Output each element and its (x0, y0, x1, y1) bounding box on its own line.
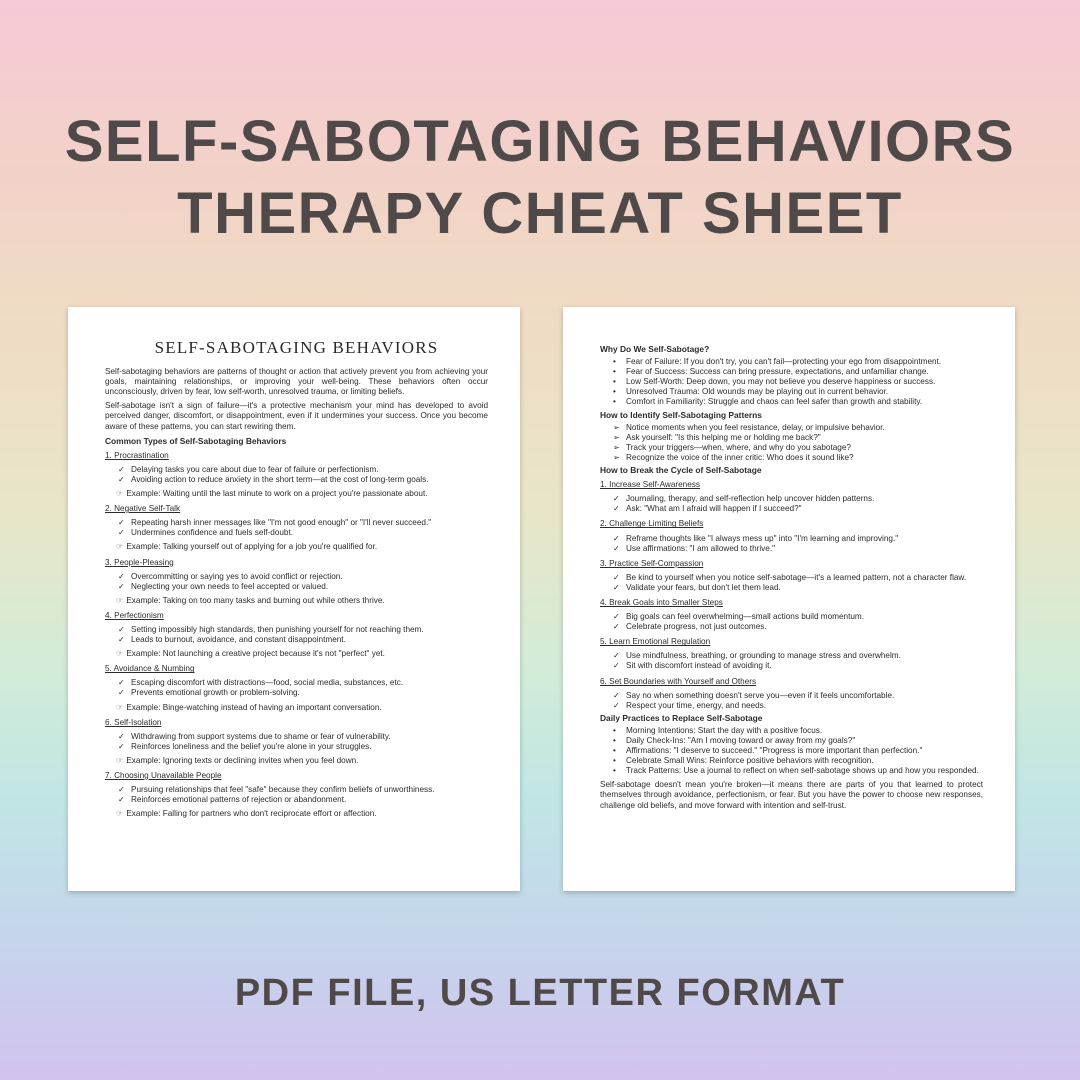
example-line (116, 703, 488, 713)
list-item-text: Pursuing relationships that feel "safe" because they confirm beliefs of unworthiness. (131, 785, 435, 795)
step-title: 6. Set Boundaries with Yourself and Others (600, 676, 757, 686)
pointing-hand-icon: ☞ (116, 595, 124, 605)
list-item (613, 583, 983, 593)
list-item-text: Setting impossibly high standards, then punishing yourself for not reaching them. (131, 624, 424, 634)
bullet-icon: • (613, 397, 616, 407)
check-icon: ✓ (118, 785, 125, 795)
arrow-icon: ➢ (613, 452, 620, 462)
list-item (613, 622, 983, 632)
list-item (613, 367, 983, 377)
list-item-text: Notice moments when you feel resistance, delay, or impulsive behavior. (626, 422, 885, 432)
list-item (613, 573, 983, 583)
category-items (105, 625, 488, 645)
check-icon: ✓ (118, 581, 125, 591)
list-item-text: Prevents emotional growth or problem-solving. (131, 688, 300, 698)
category-title: 4. Perfectionism (105, 610, 164, 620)
check-icon: ✓ (118, 528, 125, 538)
list-item-text: Daily Check-Ins: "Am I moving toward or away from my goals?" (626, 736, 856, 745)
list-item (118, 742, 488, 752)
list-item (613, 691, 983, 701)
check-icon: ✓ (613, 582, 620, 592)
list-item (613, 612, 983, 622)
conclusion-paragraph: Self-sabotage doesn't mean you're broken—it means there are parts of you that learned to protect themselves through avoidance, perfectionism, or fear. But you have the power to choose new responses, challenge old beliefs, and move forward with intention and self-trust. (600, 780, 983, 810)
list-item (118, 518, 488, 528)
list-item (118, 528, 488, 538)
step-items (600, 651, 983, 671)
identify-list (600, 423, 983, 463)
list-item (118, 795, 488, 805)
list-item-text: Escaping discomfort with distractions—food, social media, substances, etc. (131, 678, 404, 688)
check-icon: ✓ (613, 572, 620, 582)
check-icon: ✓ (613, 622, 620, 632)
bullet-icon: • (613, 766, 616, 776)
list-item (613, 443, 983, 453)
list-item-text: Validate your fears, but don't let them lead. (626, 582, 781, 592)
list-item (613, 766, 983, 776)
list-item (613, 756, 983, 766)
step-title: 2. Challenge Limiting Beliefs (600, 519, 704, 529)
list-item (613, 494, 983, 504)
right-document-page (563, 307, 1015, 891)
section-heading-break-cycle: How to Break the Cycle of Self-Sabotage (600, 465, 762, 476)
check-icon: ✓ (118, 795, 125, 805)
list-item-text: Affirmations: "I deserve to succeed." "Progress is more important than perfection." (626, 746, 923, 756)
list-item (613, 661, 983, 671)
example-line (116, 542, 488, 552)
bullet-icon: • (613, 387, 616, 397)
list-item (613, 544, 983, 554)
step-title: 3. Practice Self-Compassion (600, 558, 704, 568)
list-item-text: Ask yourself: "Is this helping me or holding me back?" (626, 432, 821, 442)
example-line (116, 649, 488, 659)
list-item (613, 746, 983, 756)
list-item-text: Reframe thoughts like "I always mess up" into "I'm learning and improving." (626, 533, 899, 543)
example-line (116, 489, 488, 499)
category-items (105, 572, 488, 592)
list-item-text: Delaying tasks you care about due to fear of failure or perfectionism. (131, 464, 379, 474)
list-item-text: Fear of Failure: If you don't try, you can't fail—protecting your ego from disappointment. (626, 357, 942, 367)
pointing-hand-icon: ☞ (116, 809, 124, 819)
list-item (613, 377, 983, 387)
check-icon: ✓ (613, 533, 620, 543)
intro-paragraph-1: Self-sabotaging behaviors are patterns of thought or action that actively prevent you from achieving your goals, maintaining relationships, or improving your well-being. These behaviors often occur unconsciously, driven by fear, low self-worth, unresolved trauma, or limiting beliefs. (105, 367, 488, 397)
list-item (118, 678, 488, 688)
check-icon: ✓ (118, 624, 125, 634)
list-item-text: Withdrawing from support systems due to shame or fear of vulnerability. (131, 731, 391, 741)
steps-list (600, 480, 983, 711)
check-icon: ✓ (613, 494, 620, 504)
example-text: Example: Taking on too many tasks and burning out while others thrive. (126, 595, 385, 605)
why-list (600, 357, 983, 407)
check-icon: ✓ (613, 700, 620, 710)
check-icon: ✓ (613, 690, 620, 700)
list-item-text: Use affirmations: "I am allowed to thrive." (626, 543, 776, 553)
pointing-hand-icon: ☞ (116, 542, 124, 552)
pointing-hand-icon: ☞ (116, 755, 124, 765)
list-item (613, 701, 983, 711)
check-icon: ✓ (118, 474, 125, 484)
check-icon: ✓ (118, 464, 125, 474)
headline-line-2: THERAPY CHEAT SHEET (177, 181, 903, 246)
step-title: 5. Learn Emotional Regulation (600, 637, 711, 647)
category-items (105, 465, 488, 485)
check-icon: ✓ (613, 504, 620, 514)
example-text: Example: Falling for partners who don't reciprocate effort or affection. (126, 809, 377, 819)
list-item-text: Unresolved Trauma: Old wounds may be playing out in current behavior. (626, 387, 889, 397)
list-item-text: Morning Intentions: Start the day with a positive focus. (626, 725, 823, 735)
list-item-text: Track Patterns: Use a journal to reflect on when self-sabotage shows up and how you responded. (626, 766, 979, 776)
list-item (613, 504, 983, 514)
left-document-page (68, 307, 520, 891)
check-icon: ✓ (613, 543, 620, 553)
bullet-icon: • (613, 357, 616, 367)
arrow-icon: ➢ (613, 432, 620, 442)
category-title: 6. Self-Isolation (105, 717, 162, 727)
example-line (116, 596, 488, 606)
step-items (600, 691, 983, 711)
document-title: SELF-SABOTAGING BEHAVIORS (154, 338, 439, 357)
category-title: 2. Negative Self-Talk (105, 504, 181, 514)
list-item-text: Ask: "What am I afraid will happen if I succeed?" (626, 504, 802, 514)
list-item-text: Avoiding action to reduce anxiety in the short term—at the cost of long-term goals. (131, 474, 429, 484)
check-icon: ✓ (613, 612, 620, 622)
example-text: Example: Not launching a creative project because it's not "perfect" yet. (126, 649, 385, 659)
list-item-text: Track your triggers—when, where, and why do you sabotage? (626, 442, 851, 452)
list-item-text: Neglecting your own needs to feel accepted or valued. (131, 581, 329, 591)
step-title: 4. Break Goals into Smaller Steps (600, 597, 723, 607)
list-item (118, 625, 488, 635)
category-title: 1. Procrastination (105, 450, 169, 460)
list-item-text: Repeating harsh inner messages like "I'm not good enough" or "I'll never succeed." (131, 518, 432, 528)
example-text: Example: Binge-watching instead of having an important conversation. (126, 702, 382, 712)
bullet-icon: • (613, 367, 616, 377)
step-title: 1. Increase Self-Awareness (600, 480, 700, 490)
list-item (118, 582, 488, 592)
example-line (116, 756, 488, 766)
list-item (613, 387, 983, 397)
pointing-hand-icon: ☞ (116, 702, 124, 712)
step-items (600, 612, 983, 632)
list-item (613, 736, 983, 746)
category-items (105, 785, 488, 805)
list-item (613, 423, 983, 433)
example-text: Example: Talking yourself out of applying for a job you're qualified for. (126, 542, 378, 552)
list-item-text: Say no when something doesn't serve you—even if it feels uncomfortable. (626, 690, 895, 700)
intro-paragraph-2: Self-sabotage isn't a sign of failure—it's a protective mechanism your mind has developed to avoid perceived danger, discomfort, or disappointment, even if it undermines your success. Once you become aware of these patterns, you can start rewiring them. (105, 401, 488, 431)
list-item (613, 726, 983, 736)
headline-line-1: SELF-SABOTAGING BEHAVIORS (64, 109, 1016, 174)
list-item-text: Undermines confidence and fuels self-doubt. (131, 528, 294, 538)
check-icon: ✓ (118, 678, 125, 688)
list-item-text: Fear of Success: Success can bring pressure, expectations, and unfamiliar change. (626, 367, 929, 377)
check-icon: ✓ (118, 518, 125, 528)
check-icon: ✓ (613, 651, 620, 661)
bullet-icon: • (613, 725, 616, 735)
list-item-text: Reinforces loneliness and the belief you're alone in your struggles. (131, 741, 372, 751)
list-item (118, 475, 488, 485)
list-item (613, 357, 983, 367)
bullet-icon: • (613, 756, 616, 766)
bullet-icon: • (613, 736, 616, 745)
step-items (600, 573, 983, 593)
check-icon: ✓ (118, 731, 125, 741)
arrow-icon: ➢ (613, 442, 620, 452)
category-items (105, 732, 488, 752)
list-item (118, 732, 488, 742)
list-item (613, 433, 983, 443)
list-item (118, 465, 488, 475)
daily-list (600, 726, 983, 776)
list-item-text: Journaling, therapy, and self-reflection help uncover hidden patterns. (626, 494, 875, 504)
category-items (105, 678, 488, 698)
example-text: Example: Ignoring texts or declining invites when you feel down. (126, 755, 359, 765)
check-icon: ✓ (118, 571, 125, 581)
list-item (613, 534, 983, 544)
list-item-text: Sit with discomfort instead of avoiding it. (626, 661, 772, 671)
list-item-text: Low Self-Worth: Deep down, you may not believe you deserve happiness or success. (626, 377, 936, 387)
pointing-hand-icon: ☞ (116, 489, 124, 499)
list-item-text: Reinforces emotional patterns of rejection or abandonment. (131, 795, 347, 805)
bullet-icon: • (613, 746, 616, 756)
category-items (105, 518, 488, 538)
check-icon: ✓ (118, 635, 125, 645)
list-item-text: Use mindfulness, breathing, or grounding to manage stress and overwhelm. (626, 651, 901, 661)
list-item-text: Overcommitting or saying yes to avoid conflict or rejection. (131, 571, 343, 581)
category-title: 7. Choosing Unavailable People (105, 771, 222, 780)
section-heading-why: Why Do We Self-Sabotage? (600, 344, 710, 354)
list-item-text: Recognize the voice of the inner critic: Who does it sound like? (626, 452, 854, 462)
example-line (116, 809, 488, 819)
check-icon: ✓ (118, 688, 125, 698)
pointing-hand-icon: ☞ (116, 649, 124, 659)
section-heading-identify: How to Identify Self-Sabotaging Patterns (600, 409, 762, 420)
step-items (600, 494, 983, 514)
section-heading-common-types: Common Types of Self-Sabotaging Behaviors (105, 435, 287, 446)
list-item (118, 688, 488, 698)
arrow-icon: ➢ (613, 422, 620, 432)
list-item-text: Celebrate progress, not just outcomes. (626, 622, 767, 632)
list-item-text: Comfort in Familiarity: Struggle and chaos can feel safer than growth and stability. (626, 397, 923, 407)
category-list (105, 451, 488, 820)
category-title: 3. People-Pleasing (105, 557, 174, 567)
section-heading-daily: Daily Practices to Replace Self-Sabotage (600, 712, 763, 723)
list-item (613, 397, 983, 407)
list-item (118, 572, 488, 582)
list-item-text: Be kind to yourself when you notice self-sabotage—it's a learned pattern, not a character flaw. (626, 572, 967, 582)
list-item-text: Respect your time, energy, and needs. (626, 700, 767, 710)
list-item (613, 651, 983, 661)
step-items (600, 534, 983, 554)
list-item-text: Celebrate Small Wins: Reinforce positive behaviors with recognition. (626, 756, 874, 766)
list-item (613, 453, 983, 463)
list-item-text: Leads to burnout, avoidance, and constant disappointment. (131, 635, 346, 645)
format-footer: PDF FILE, US LETTER FORMAT (234, 972, 846, 1014)
example-text: Example: Waiting until the last minute to work on a project you're passionate about. (126, 489, 428, 499)
list-item (118, 635, 488, 645)
check-icon: ✓ (613, 661, 620, 671)
category-title: 5. Avoidance & Numbing (105, 664, 195, 674)
list-item-text: Big goals can feel overwhelming—small actions build momentum. (626, 612, 865, 622)
check-icon: ✓ (118, 741, 125, 751)
list-item (118, 785, 488, 795)
bullet-icon: • (613, 377, 616, 387)
